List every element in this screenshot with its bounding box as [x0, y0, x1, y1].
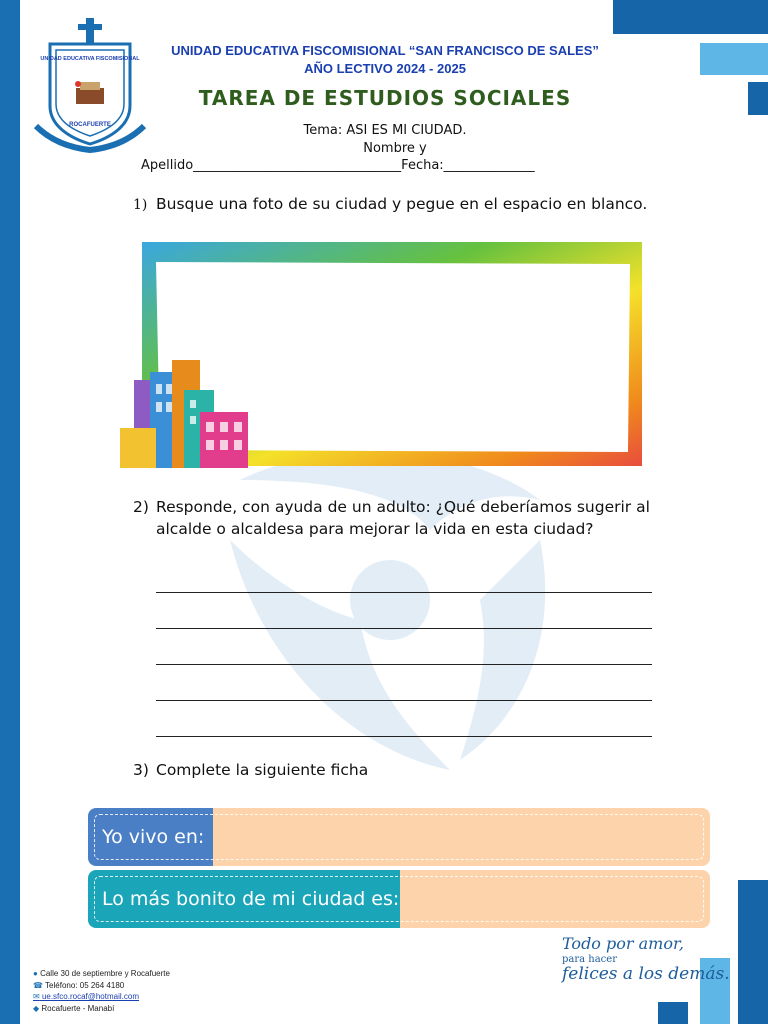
bottom-right-decor-bar — [738, 880, 768, 1024]
map-marker-icon: ◆ — [33, 1004, 40, 1013]
topic-line: Tema: ASI ES MI CIUDAD. — [303, 123, 467, 138]
bottom-right-decor-square — [658, 1002, 688, 1024]
slogan-line-3: felices a los demás. — [562, 964, 730, 984]
top-right-decor-block — [700, 43, 768, 75]
question-3-number: 3) — [133, 761, 149, 779]
answer-line-3[interactable] — [156, 664, 652, 665]
location-pin-icon: ● — [33, 969, 38, 978]
answer-line-1[interactable] — [156, 592, 652, 593]
question-2-number: 2) — [133, 498, 149, 516]
question-3-text: Complete la siguiente ficha — [156, 761, 369, 779]
footer-location: ◆ Rocafuerte - Manabí — [33, 1004, 115, 1013]
logo-city: ROCAFUERTE — [69, 122, 111, 128]
slogan-line-2: para hacer — [562, 954, 617, 965]
name-label: Nombre y — [363, 141, 427, 156]
footer-phone: ☎ Teléfono: 05 264 4180 — [33, 981, 125, 990]
school-name: UNIDAD EDUCATIVA FISCOMISIONAL “SAN FRANCISCO DE SALES” — [171, 43, 599, 58]
field-label-lo-mas-bonito: Lo más bonito de mi ciudad es: — [88, 870, 400, 928]
field-lo-mas-bonito[interactable] — [88, 870, 710, 928]
footer-email[interactable]: ✉ ue.sfco.rocaf@hotmail.com — [33, 992, 139, 1001]
phone-icon: ☎ — [33, 981, 43, 990]
answer-line-5[interactable] — [156, 736, 652, 737]
top-right-decor-square — [748, 82, 768, 115]
question-1-text: Busque una foto de su ciudad y pegue en el espacio en blanco. — [156, 195, 648, 213]
answer-line-4[interactable] — [156, 700, 652, 701]
field-yo-vivo-en[interactable] — [88, 808, 710, 866]
school-logo — [32, 18, 148, 156]
school-year: AÑO LECTIVO 2024 - 2025 — [304, 61, 466, 76]
field-label-yo-vivo-en: Yo vivo en: — [88, 808, 213, 866]
answer-line-2[interactable] — [156, 628, 652, 629]
left-decor-bar — [0, 0, 20, 1024]
question-2-text: Responde, con ayuda de un adulto: ¿Qué deberíamos sugerir al alcalde o alcaldesa para mejorar la vida en esta ciudad? — [156, 498, 650, 538]
photo-frame — [120, 240, 645, 470]
surname-date-line: Apellido________________________________Fecha:______________ — [141, 158, 535, 173]
watermark-logo — [200, 420, 580, 800]
question-1-number: 1) — [133, 197, 148, 213]
slogan-line-1: Todo por amor, — [562, 934, 684, 953]
mail-icon: ✉ — [33, 992, 40, 1001]
footer-address: ● Calle 30 de septiembre y Rocafuerte — [33, 969, 170, 978]
top-right-decor-bar — [613, 0, 768, 34]
page-title: TAREA DE ESTUDIOS SOCIALES — [198, 86, 572, 110]
logo-text: UNIDAD EDUCATIVA FISCOMISIONAL — [40, 56, 140, 62]
